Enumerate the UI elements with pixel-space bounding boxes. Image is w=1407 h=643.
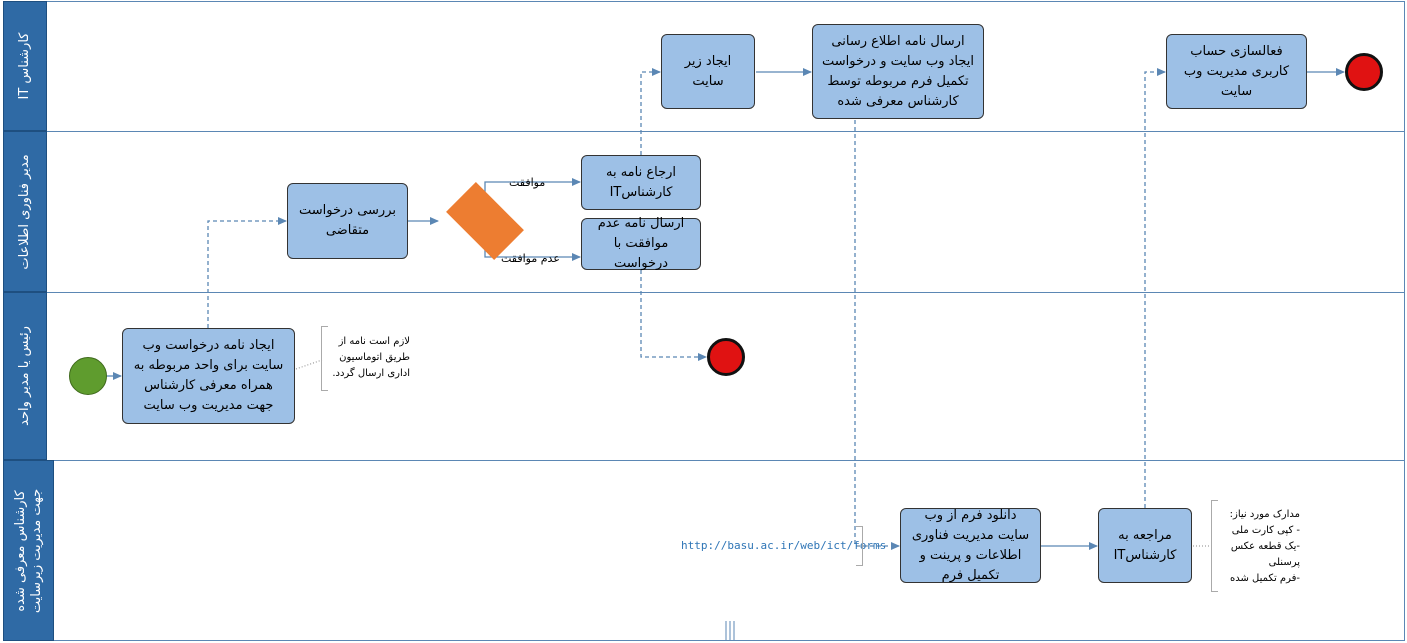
annotation-documents-note: مدارک مورد نیاز: - کپی کارت ملی -یک قطعه عکس پرسنلی -فرم تکمیل شده	[1229, 509, 1300, 584]
lane-label-web-expert-line1: کارشناس معرفی شده	[12, 489, 28, 612]
end-event-complete[interactable]	[1345, 53, 1383, 91]
association-automation-note	[296, 360, 322, 369]
task-create-request[interactable]: ایجاد نامه درخواست وب سایت برای واحد مربوطه به همراه معرفی کارشناس جهت مدیریت وب سایت	[122, 328, 295, 424]
flow-visit-to-activate	[1145, 72, 1165, 508]
flow-refer-to-subsite	[641, 72, 660, 155]
task-create-subsite[interactable]: ایجاد زیر سایت	[661, 34, 755, 109]
lane-label-it: کارشناس IT	[17, 32, 32, 100]
url-bracket	[856, 526, 863, 566]
task-refer-to-it[interactable]: ارجاع نامه به کارشناسIT	[581, 155, 701, 210]
lane-label-ict-manager: مدیر فناوری اطلاعات	[17, 153, 32, 270]
task-review-request[interactable]: بررسی درخواست متقاضی	[287, 183, 408, 259]
annotation-bracket	[1211, 500, 1218, 592]
flow-label-reject: عدم موافقت	[501, 252, 560, 265]
annotation-bracket	[321, 326, 328, 391]
start-event[interactable]	[69, 357, 107, 395]
task-send-rejection[interactable]: ارسال نامه عدم موافقت با درخواست	[581, 218, 701, 270]
end-event-rejected[interactable]	[707, 338, 745, 376]
task-visit-it[interactable]: مراجعه به کارشناسIT	[1098, 508, 1192, 583]
flow-create-to-review	[208, 221, 286, 328]
flow-label-approve: موافقت	[509, 176, 546, 189]
lane-label-web-expert-line2: جهت مدیریت زیرسایت	[28, 488, 44, 613]
flow-reject-to-end	[641, 270, 706, 357]
task-notify-letter[interactable]: ارسال نامه اطلاع رسانی ایجاد وب سایت و درخواست تکمیل فرم مربوطه توسط کارشناس معرفی شده	[812, 24, 984, 119]
task-download-form[interactable]: دانلود فرم از وب سایت مدیریت فناوری اطلاعات و پرینت و تکمیل فرم	[900, 508, 1041, 583]
flow-notify-to-download	[855, 120, 899, 546]
lane-label-unit-head: رئیس یا مدیر واحد	[17, 326, 32, 426]
task-activate-account[interactable]: فعالسازی حساب کاربری مدیریت وب سایت	[1166, 34, 1307, 109]
annotation-automation-note: لازم است نامه از طریق اتوماسیون اداری ارسال گردد.	[332, 336, 410, 379]
form-url-link[interactable]: http://basu.ac.ir/web/ict/forms	[681, 539, 887, 552]
